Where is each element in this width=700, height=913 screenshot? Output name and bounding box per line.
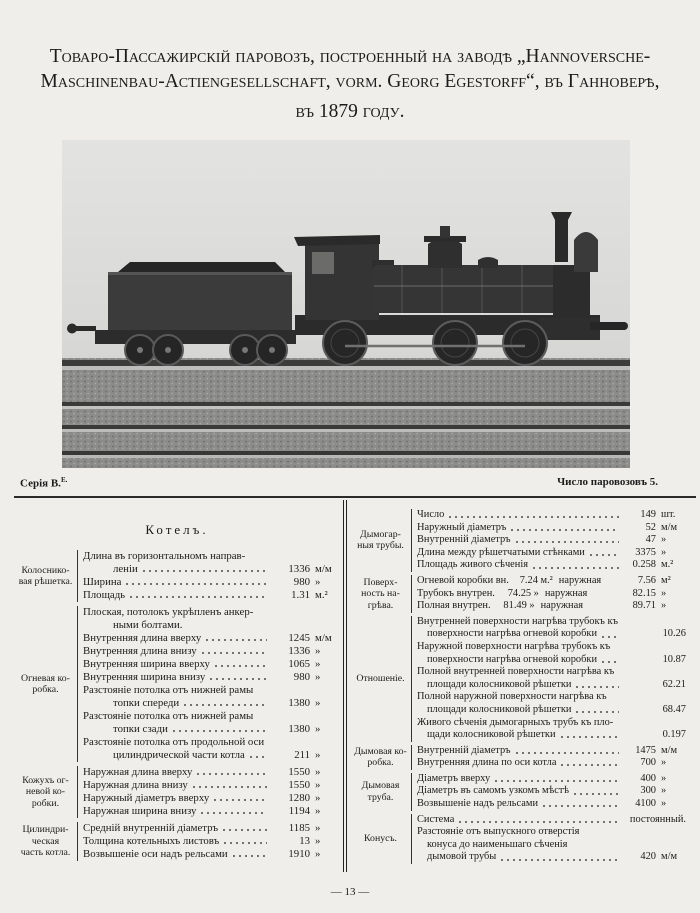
page-number: — 13 — (330, 886, 370, 898)
spec-last-line (83, 805, 340, 818)
spec-row (417, 814, 692, 827)
spec-value: 1550 (288, 766, 310, 778)
spec-row (417, 745, 692, 758)
spec-unit: м/м (315, 563, 332, 575)
outer-label: наружная (544, 587, 588, 599)
spec-row (417, 666, 692, 691)
page-title (0, 44, 700, 124)
spec-row (83, 792, 340, 805)
spec-group (350, 575, 692, 613)
spec-last-line (83, 766, 340, 779)
spec-unit: » (315, 792, 321, 804)
spec-value: 700 (640, 757, 656, 769)
spec-group (14, 822, 340, 861)
dot-leader (248, 749, 267, 762)
dot-leader (493, 773, 619, 786)
spec-last-line (417, 522, 692, 535)
title-line-2: Maschinenbau-Actiengesellschaft, vorm. Georg Egestorff“, въ Ганноверѣ, (40, 71, 660, 92)
spec-text: Трубокъ внутрен. (417, 587, 495, 599)
spec-value: 980 (293, 671, 310, 683)
spec-unit: » (661, 546, 667, 558)
spec-row (417, 559, 692, 572)
spec-text: Внутренняя ширина вверху (83, 658, 210, 670)
dot-leader (572, 785, 619, 798)
spec-value: 7.56 (637, 574, 656, 586)
group-label: Дымовая ко- робка. (350, 745, 412, 770)
dot-leader (213, 658, 267, 671)
group-label: Колоснико- вая рѣшетка. (14, 550, 78, 602)
dot-leader (222, 835, 267, 848)
spec-unit: м² (661, 574, 671, 586)
inner-value: 74.25 » (507, 587, 539, 599)
spec-text: Средній внутренній діаметръ (83, 822, 219, 834)
spec-value: 149 (640, 509, 656, 520)
spec-last-line (417, 757, 692, 770)
group-rows (412, 773, 692, 811)
dot-leader (600, 628, 619, 641)
spec-text: Длина между рѣшетчатыми стѣнками (417, 546, 585, 558)
spec-text: Плоская, потолокъ укрѣпленъ анкер- (83, 606, 254, 618)
group-rows (412, 575, 692, 613)
dot-leader (204, 632, 267, 645)
spec-row (417, 534, 692, 547)
spec-row (417, 616, 692, 641)
spec-unit: » (315, 835, 321, 847)
spec-last-line (83, 749, 340, 762)
spec-text: Внутренняя длина внизу (83, 645, 197, 657)
dot-leader (128, 589, 267, 602)
spec-text: Наружный діаметръ вверху (83, 792, 210, 804)
spec-text: щади колосниковой рѣшетки (427, 729, 556, 741)
spec-value: 1380 (288, 697, 310, 709)
dot-leader (509, 522, 619, 535)
spec-value: 0.197 (662, 729, 686, 741)
spec-unit: м/м (315, 632, 332, 644)
spec-unit: » (661, 600, 667, 612)
dot-leader (191, 779, 267, 792)
spec-last-line (417, 798, 692, 811)
spec-last-line (417, 588, 692, 601)
dot-leader (499, 851, 619, 864)
spec-row (417, 509, 692, 522)
spec-row (417, 826, 692, 864)
spec-text: топки спереди (113, 697, 180, 709)
spec-last-line (417, 628, 692, 641)
dot-leader (141, 563, 267, 576)
spec-value: 0.258 (632, 559, 656, 571)
series-superscript: Е. (60, 476, 68, 484)
spec-value: 1.31 (291, 589, 310, 601)
series-label (20, 476, 67, 490)
left-spec-column (14, 520, 340, 861)
dot-leader (447, 509, 619, 522)
spec-text: Внутренняя ширина внизу (83, 671, 206, 683)
spec-text: Наружная ширина внизу (83, 805, 197, 817)
spec-last-line (417, 704, 692, 717)
spec-unit: » (661, 587, 667, 599)
spec-text: Число (417, 509, 445, 520)
spec-unit: м/м (661, 851, 678, 863)
spec-text: Внутренній діаметръ (417, 534, 511, 546)
spec-value: 68.47 (662, 703, 686, 715)
spec-value: 1910 (288, 848, 310, 860)
spec-text: Внутренней поверхности нагрѣва трубокъ къ (417, 615, 618, 627)
spec-unit: » (315, 645, 321, 657)
dot-leader (182, 697, 267, 710)
spec-value: 1185 (288, 822, 310, 834)
spec-row (83, 645, 340, 658)
spec-text: Возвышеніе оси надъ рельсами (83, 848, 228, 860)
spec-row (417, 717, 692, 742)
spec-row (83, 835, 340, 848)
dot-leader (208, 671, 267, 684)
title-line-1: Товаро-Пассажирскій паровозъ, построенный на заводѣ „Hannoversche- (49, 46, 651, 67)
spec-value: 1280 (288, 792, 310, 804)
spec-row (83, 658, 340, 671)
spec-last-line (417, 729, 692, 742)
dot-leader (514, 745, 619, 758)
spec-text: поверхности нагрѣва огневой коробки (427, 653, 597, 665)
dot-leader (574, 704, 619, 717)
spec-text: Діаметръ въ самомъ узкомъ мѣстѣ (417, 785, 570, 797)
steam-dome (428, 238, 462, 268)
spec-row (83, 589, 340, 602)
spec-last-line (417, 679, 692, 692)
spec-last-line (83, 563, 340, 576)
spec-last-line (417, 785, 692, 798)
spec-row (417, 600, 692, 613)
spec-unit: » (315, 658, 321, 670)
spec-row (83, 606, 340, 632)
spec-value: 1380 (288, 723, 310, 735)
spec-text: Полной наружной поверхности нагрѣва къ (417, 691, 607, 703)
spec-text: конуса до наименьшаго сѣченія (427, 838, 568, 850)
group-label: Дымогар- ныя трубы. (350, 509, 412, 572)
spec-last-line (83, 848, 340, 861)
dot-leader (221, 822, 267, 835)
group-label: Цилиндри- ческая часть котла. (14, 822, 78, 861)
spec-last-line (417, 773, 692, 786)
spec-last-line (417, 559, 692, 572)
dot-leader (200, 645, 267, 658)
spec-last-line (417, 534, 692, 547)
spec-text: Разстояніе потолка отъ нижней рамы (83, 684, 254, 696)
spec-group (350, 509, 692, 572)
spec-row (83, 671, 340, 684)
spec-row (83, 822, 340, 835)
spec-unit: » (661, 798, 667, 810)
spec-unit: » (315, 805, 321, 817)
spec-last-line (83, 658, 340, 671)
spec-group (350, 814, 692, 864)
group-rows (412, 509, 692, 572)
group-label: Огневая ко- робка. (14, 606, 78, 762)
spec-row (417, 588, 692, 601)
spec-last-line (83, 792, 340, 805)
spec-text: ными болтами. (113, 619, 183, 631)
spec-last-line (83, 723, 340, 736)
spec-row (83, 632, 340, 645)
group-rows (78, 606, 340, 762)
outer-label: наружная (540, 600, 584, 612)
dot-leader (588, 547, 619, 560)
spec-value: 89.71 (632, 600, 656, 612)
spec-group (14, 606, 340, 762)
spec-value: 211 (294, 749, 310, 761)
spec-text: Ширина (83, 576, 122, 588)
group-label: Отношеніе. (350, 616, 412, 742)
spec-last-line (83, 835, 340, 848)
spec-last-line (417, 509, 692, 522)
dot-leader (574, 679, 619, 692)
dot-leader (531, 559, 619, 572)
spec-last-line (83, 822, 340, 835)
spec-last-line (417, 575, 692, 588)
spec-text: площади колосниковой рѣшетки (427, 678, 572, 690)
spec-text: Площадь (83, 589, 126, 601)
spec-unit: » (315, 671, 321, 683)
spec-value: 62.21 (662, 678, 686, 690)
spec-value: 3375 (635, 546, 656, 558)
photo-caption (20, 476, 658, 490)
spec-last-line (417, 814, 692, 827)
horizontal-rule (14, 496, 696, 498)
spec-value: 300 (640, 785, 656, 797)
spec-text: Огневой коробки вн. (417, 574, 509, 586)
spec-last-line (83, 645, 340, 658)
spec-group (350, 616, 692, 742)
spec-last-line (83, 589, 340, 602)
spec-unit: » (661, 772, 667, 784)
spec-value: 1194 (288, 805, 310, 817)
spec-value: 10.26 (662, 628, 686, 640)
spec-text: Наружная длина внизу (83, 779, 188, 791)
spec-text: Разстояніе потолка отъ продольной оси (83, 736, 265, 748)
spec-value: 52 (645, 521, 656, 533)
dot-leader (457, 814, 619, 827)
group-rows (78, 550, 340, 602)
locomotive-photo (62, 140, 630, 468)
spec-text: Система (417, 813, 455, 825)
spec-value: 13 (299, 835, 310, 847)
spec-row (83, 550, 340, 576)
spec-row (417, 757, 692, 770)
spec-unit: м.² (315, 589, 328, 601)
spec-last-line (83, 576, 340, 589)
spec-text: Діаметръ вверху (417, 772, 491, 784)
spec-group (350, 773, 692, 811)
headlamp (574, 232, 598, 272)
spec-text: Наружной поверхности нагрѣва трубокъ къ (417, 640, 611, 652)
spec-value: 4100 (635, 798, 656, 810)
spec-text: Площадь живого сѣченія (417, 559, 529, 571)
spec-text: Внутренняя длина вверху (83, 632, 202, 644)
dot-leader (559, 757, 619, 770)
spec-row (83, 576, 340, 589)
title-line-3: въ 1879 году. (295, 101, 405, 122)
spec-row (83, 848, 340, 861)
spec-value: 400 (640, 772, 656, 784)
spec-value: 1550 (288, 779, 310, 791)
spec-value: 1245 (288, 632, 310, 644)
group-rows (78, 822, 340, 861)
section-heading-boiler: Котелъ. (145, 522, 209, 537)
spec-unit: » (315, 697, 321, 709)
dot-leader (195, 766, 267, 779)
spec-unit: » (661, 757, 667, 769)
dot-leader (559, 729, 619, 742)
spec-text: Внутренній діаметръ (417, 744, 511, 756)
spec-last-line (83, 697, 340, 710)
dot-leader (212, 792, 267, 805)
spec-value: 420 (640, 851, 656, 863)
group-rows (412, 814, 692, 864)
spec-last-line (417, 851, 692, 864)
series-text: Серія В. (20, 477, 61, 490)
spec-unit: » (315, 576, 321, 588)
spec-text: Полная внутрен. (417, 600, 491, 612)
spec-last-line (417, 547, 692, 560)
group-rows (78, 766, 340, 818)
spec-value: 1336 (288, 645, 310, 657)
spec-text: топки сзади (113, 723, 168, 735)
dot-leader (231, 848, 267, 861)
spec-value: 47 (645, 534, 656, 546)
spec-text: Разстояніе потолка отъ нижней рамы (83, 710, 254, 722)
dot-leader (600, 654, 619, 667)
spec-text: Наружная длина вверху (83, 766, 193, 778)
dot-leader (171, 723, 267, 736)
spec-last-line (83, 671, 340, 684)
spec-row (417, 575, 692, 588)
spec-unit: м.² (661, 559, 674, 571)
spec-unit: » (661, 534, 667, 546)
spec-row (83, 766, 340, 779)
spec-row (417, 547, 692, 560)
spec-unit: » (315, 766, 321, 778)
sand-dome (478, 257, 498, 268)
spec-last-line (417, 745, 692, 758)
spec-value: постоянный. (629, 813, 686, 825)
spec-last-line (417, 654, 692, 667)
outer-label: наружная (558, 574, 602, 586)
spec-row (417, 798, 692, 811)
spec-unit: » (661, 785, 667, 797)
spec-unit: » (315, 822, 321, 834)
spec-group (14, 766, 340, 818)
spec-unit: шт. (661, 509, 676, 520)
spec-text: цилиндрической части котла (113, 749, 245, 761)
spec-row (417, 691, 692, 716)
spec-last-line (83, 779, 340, 792)
spec-row (417, 522, 692, 535)
spec-text: дымовой трубы (427, 851, 497, 863)
spec-text: Наружный діаметръ (417, 521, 507, 533)
spec-last-line (417, 600, 692, 613)
dot-leader (514, 534, 619, 547)
group-rows (412, 745, 692, 770)
spec-value: 1336 (288, 563, 310, 575)
dot-leader (199, 805, 267, 818)
spec-unit: » (315, 749, 321, 761)
spec-text: Полной внутренней поверхности нагрѣва къ (417, 666, 615, 678)
spec-value: 1475 (635, 744, 656, 756)
spec-row (83, 736, 340, 762)
inner-value: 81.49 » (503, 600, 535, 612)
spec-row (83, 684, 340, 710)
spec-last-line (83, 619, 340, 632)
spec-unit: » (315, 848, 321, 860)
spec-value: 980 (293, 576, 310, 588)
group-label: Поверх- ность на- грѣва. (350, 575, 412, 613)
locomotive-count: Число паровозовъ 5. (557, 476, 658, 488)
spec-value: 10.87 (662, 653, 686, 665)
spec-text: площади колосниковой рѣшетки (427, 703, 572, 715)
spec-value: 82.15 (632, 587, 656, 599)
spec-text: Внутренняя длина по оси котла (417, 757, 557, 769)
column-divider (343, 500, 347, 872)
group-label: Кожухъ ог- невой ко- робки. (14, 766, 78, 818)
spec-row (83, 779, 340, 792)
spec-unit: » (315, 779, 321, 791)
spec-last-line (83, 632, 340, 645)
spec-text: Живого сѣченія дымогарныхъ трубъ къ пло- (417, 716, 614, 728)
group-rows (412, 616, 692, 742)
spec-unit: » (315, 723, 321, 735)
right-spec-column (350, 506, 692, 864)
spec-group (350, 745, 692, 770)
inner-value: 7.24 м.² (519, 574, 553, 586)
track (62, 358, 630, 468)
spec-value: 1065 (288, 658, 310, 670)
spec-row (417, 641, 692, 666)
dot-leader (124, 576, 267, 589)
spec-row (83, 805, 340, 818)
spec-text: поверхности нагрѣва огневой коробки (427, 628, 597, 640)
dot-leader (541, 798, 619, 811)
group-label: Дымовая труба. (350, 773, 412, 811)
spec-text: Толщина котельныхъ листовъ (83, 835, 220, 847)
spec-row (417, 785, 692, 798)
spec-unit: м/м (661, 521, 678, 533)
group-label: Конусъ. (350, 814, 412, 864)
spec-row (83, 710, 340, 736)
spec-group (14, 550, 340, 602)
smokebox (553, 265, 590, 318)
spec-row (417, 773, 692, 786)
spec-unit: м/м (661, 744, 678, 756)
spec-text: Длина въ горизонтальномъ направ- (83, 550, 246, 562)
spec-text: Возвышеніе надъ рельсами (417, 798, 539, 810)
spec-text: Разстояніе отъ выпускного отверстія (417, 826, 580, 838)
spec-text: леніи (113, 563, 138, 575)
